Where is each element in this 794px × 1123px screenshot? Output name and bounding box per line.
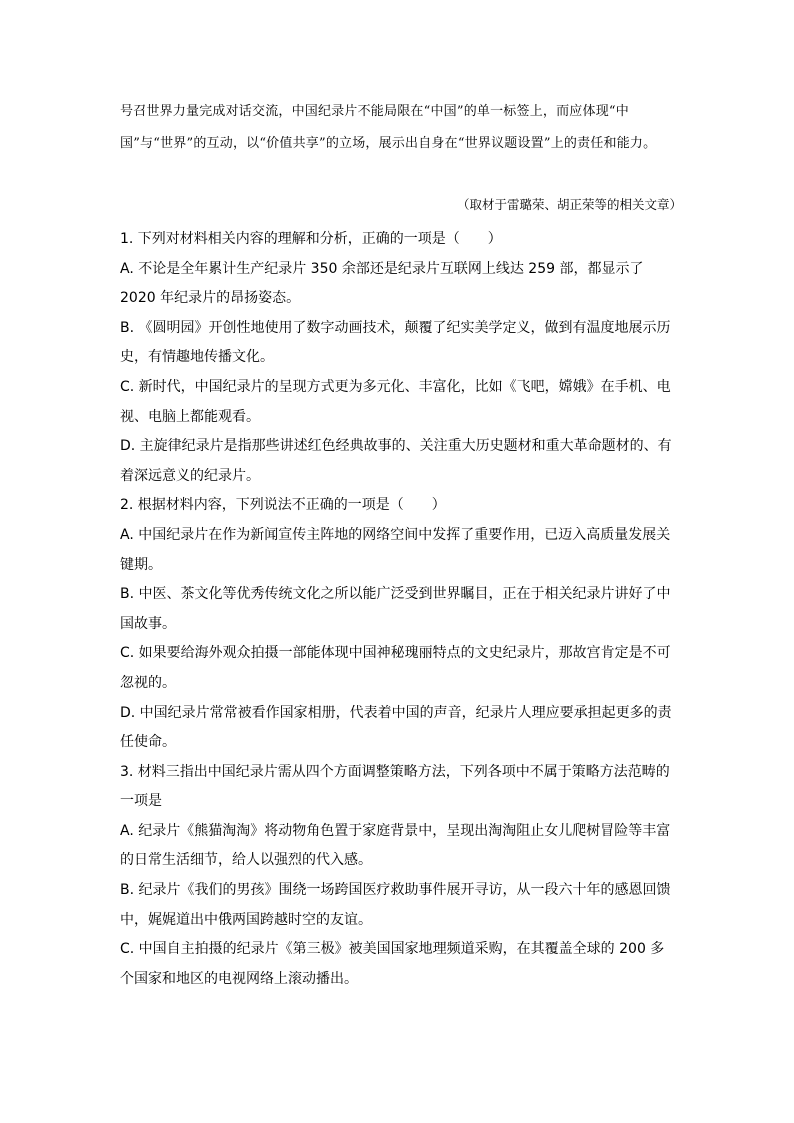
question-1-option-d: D. 主旋律纪录片是指那些讲述红色经典故事的、关注重大历史题材和重大革命题材的、有着深远意义的纪录片。: [120, 438, 672, 484]
question-1: [120, 225, 676, 491]
passage-paragraph: [120, 96, 680, 160]
question-1-option-c: C. 新时代，中国纪录片的呈现方式更为多元化、丰富化，比如《飞吧，嫦娥》在手机、电视、电脑上都能观看。: [120, 378, 671, 425]
question-2-option-b: B. 中医、茶文化等优秀传统文化之所以能广泛受到世界瞩目，正在于相关纪录片讲好了中国故事。: [120, 586, 671, 632]
question-2-stem: 2. 根据材料内容，下列说法不正确的一项是（ ）: [120, 497, 446, 514]
question-list: [120, 225, 676, 994]
question-2-option-d: D. 中国纪录片常常被看作国家相册，代表着中国的声音，纪录片人理应要承担起更多的责任使命。: [120, 704, 672, 751]
question-3-option-b: B. 纪录片《我们的男孩》围绕一场跨国医疗救助事件展开寻访，从一段六十年的感恩回馈中，娓娓道出中俄两国跨越时空的友谊。: [120, 882, 671, 928]
question-2: [120, 491, 676, 757]
question-3-option-c: C. 中国自主拍摄的纪录片《第三极》被美国国家地理频道采购，在其覆盖全球的 200 多个国家和地区的电视网络上滚动播出。: [120, 941, 665, 987]
passage-text: 号召世界力量完成对话交流，中国纪录片不能局限在“中国”的单一标签上，而应体现“中国”与“世界”的互动，以“价值共享”的立场，展示出自身在“世界议题设置”上的责任和能力。: [120, 104, 657, 151]
passage-source: （取材于雷璐荣、胡正荣等的相关文章）: [456, 197, 682, 212]
question-3-option-a: A. 纪录片《熊猫淘淘》将动物角色置于家庭背景中，呈现出淘淘阻止女儿爬树冒险等丰富的日常生活细节，给人以强烈的代入感。: [120, 822, 671, 869]
question-2-option-a: A. 中国纪录片在作为新闻宣传主阵地的网络空间中发挥了重要作用，已迈入高质量发展关键期。: [120, 526, 671, 573]
question-3: [120, 758, 676, 995]
question-3-stem: 3. 材料三指出中国纪录片需从四个方面调整策略方法，下列各项中不属于策略方法范畴的一项是: [120, 763, 670, 810]
question-2-option-c: C. 如果要给海外观众拍摄一部能体现中国神秘瑰丽特点的文史纪录片，那故宫肯定是不可忽视的。: [120, 645, 671, 691]
question-1-stem: 1. 下列对材料相关内容的理解和分析，正确的一项是（ ）: [120, 231, 502, 247]
question-1-option-a: A. 不论是全年累计生产纪录片 350 余部还是纪录片互联网上线达 259 部，都显示了 2020 年纪录片的昂扬姿态。: [120, 260, 644, 307]
question-1-option-b: B. 《圆明园》开创性地使用了数字动画技术，颠覆了纪实美学定义，做到有温度地展示历史，有情趣地传播文化。: [120, 319, 671, 366]
